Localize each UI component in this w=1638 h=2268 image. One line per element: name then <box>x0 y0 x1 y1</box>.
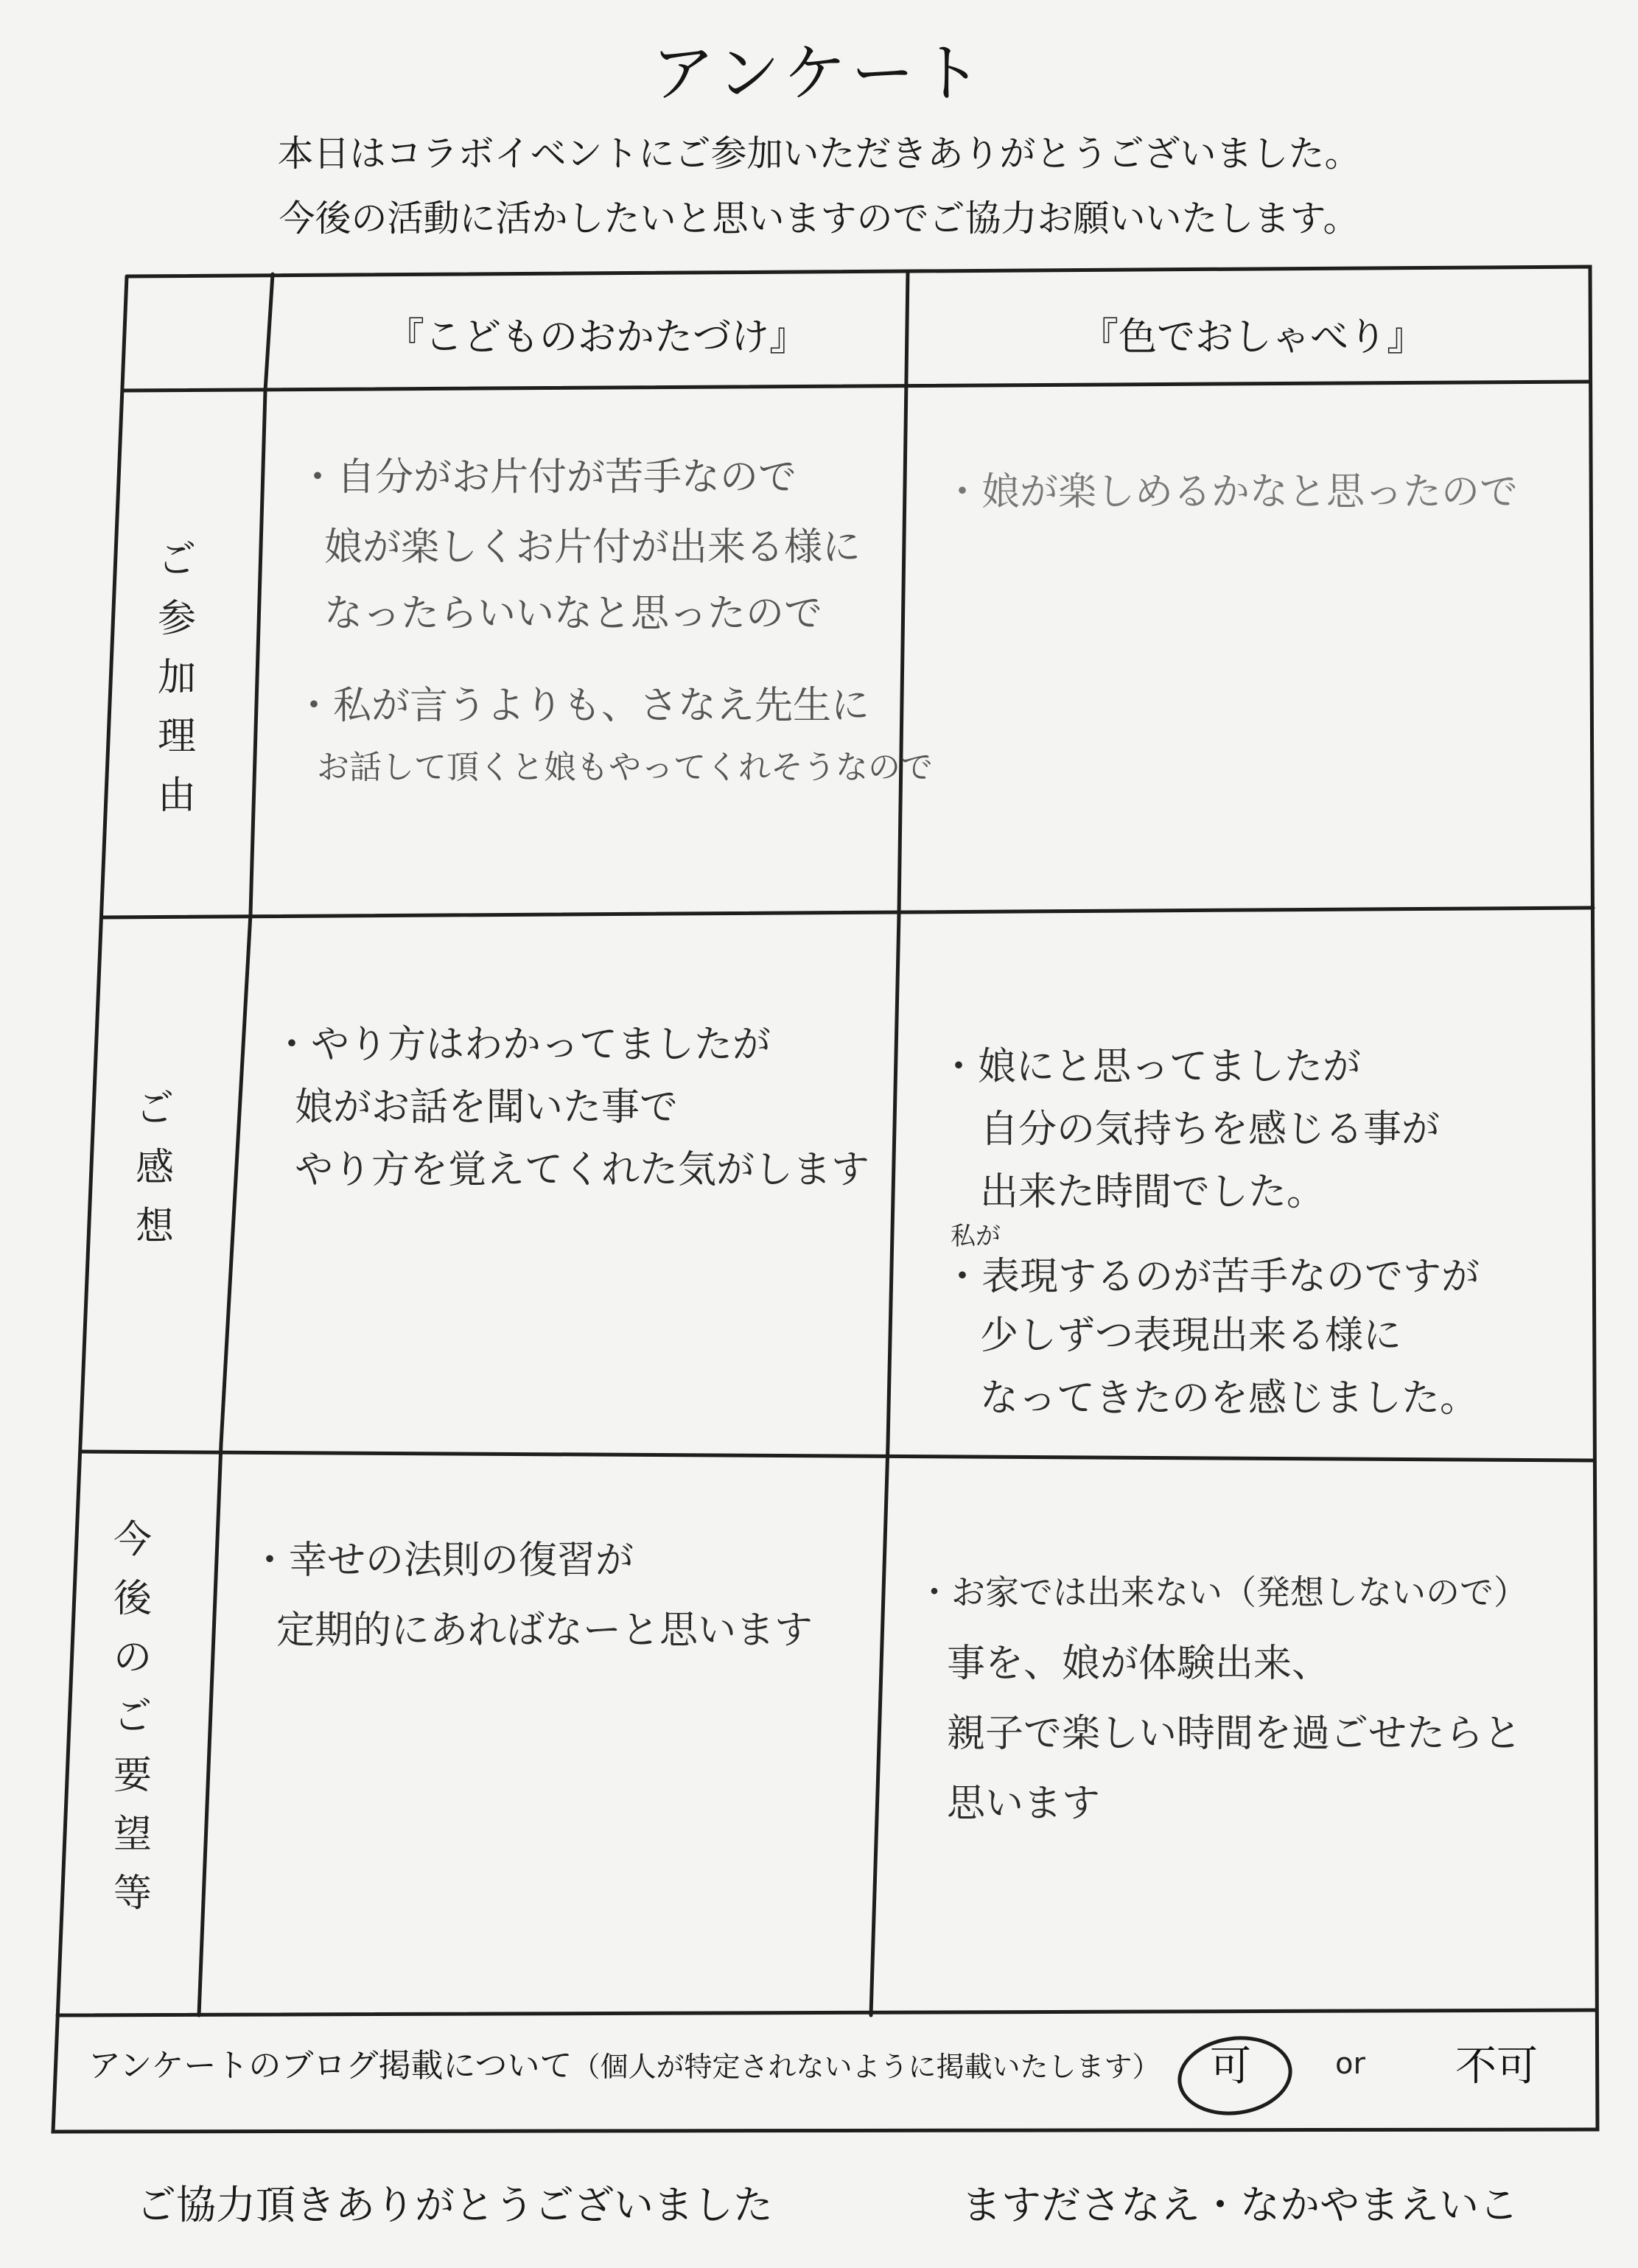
answer-reason-color-line: ・娘が楽しめるかなと思ったので <box>943 470 1519 514</box>
answer-impression-color-line: 少しずつ表現出来る様に <box>980 1314 1402 1358</box>
answer-impression-color-line: なってきたのを感じました。 <box>980 1376 1479 1421</box>
footer-organizer-names: ますださなえ・なかやまえいこ <box>962 2182 1519 2228</box>
row-label-char: 等 <box>113 1872 152 1916</box>
intro-line-2: 今後の活動に活かしたいと思いますのでご協力お願いいたします。 <box>279 197 1359 239</box>
answer-impression-tidying-line: ・やり方はわかってましたが <box>273 1023 771 1067</box>
row-label-reason <box>155 531 199 825</box>
blog-permission-label: アンケートのブログ掲載について <box>88 2047 573 2085</box>
blog-permission-question <box>88 2039 1161 2086</box>
answer-reason-tidying-line: なったらいいなと思ったので <box>324 592 823 636</box>
answer-impression-color-line: 私が <box>951 1222 1001 1251</box>
row-label-char: 参 <box>157 597 196 641</box>
answer-impression-color-line: ・娘にと思ってましたが <box>939 1045 1362 1089</box>
page-title: アンケート <box>651 37 987 111</box>
row-label-char: 要 <box>113 1754 152 1798</box>
row-label-impressions <box>133 1079 177 1256</box>
answer-impression-color-line: 出来た時間でした。 <box>980 1170 1326 1214</box>
row-label-char: 望 <box>113 1813 152 1857</box>
row-label-char: 今 <box>113 1518 152 1562</box>
row-label-char: 想 <box>135 1205 174 1249</box>
column-header-kids-tidying: 『こどものおかたづけ』 <box>385 315 808 360</box>
row-label-char: の <box>113 1636 152 1680</box>
answer-impression-color-line: ・表現するのが苦手なのですが <box>943 1255 1480 1299</box>
answer-reason-tidying-line: 娘が楽しくお片付が出来る様に <box>324 525 861 570</box>
intro-line-1: 本日はコラボイベントにご参加いただきありがとうございました。 <box>277 133 1361 175</box>
row-label-char: 後 <box>113 1577 152 1621</box>
answer-request-tidying-line: ・幸せの法則の復習が <box>251 1539 634 1583</box>
answer-impression-tidying-line: 娘がお話を聞いた事で <box>295 1085 679 1130</box>
row-label-char: ご <box>135 1087 174 1131</box>
row-label-requests <box>111 1511 155 1923</box>
answer-reason-tidying-line: ・私が言うよりも、さなえ先生に <box>295 684 870 728</box>
answer-reason-tidying-line: お話して頂くと娘もやってくれそうなので <box>317 749 933 786</box>
answer-request-color-line: 親子で楽しい時間を過ごせたらと <box>947 1712 1522 1756</box>
answer-reason-tidying-line: ・自分がお片付が苦手なので <box>298 455 797 500</box>
blog-option-yes[interactable]: 可 <box>1210 2043 1251 2090</box>
answer-impression-tidying-line: やり方を覚えてくれた気がします <box>295 1148 870 1192</box>
row-label-char: 感 <box>135 1146 174 1190</box>
answer-request-color-line: 思います <box>947 1782 1101 1826</box>
row-label-char: ご <box>113 1695 152 1739</box>
blog-option-or: or <box>1335 2047 1365 2081</box>
row-label-char: 理 <box>157 715 196 759</box>
column-header-color-chat: 『色でおしゃべり』 <box>1079 315 1425 360</box>
row-label-char: ご <box>157 538 196 582</box>
blog-permission-note: （個人が特定されないように掲載いたします） <box>572 2051 1161 2083</box>
row-label-char: 由 <box>157 774 196 818</box>
answer-request-color-line: ・お家では出来ない（発想しないので） <box>917 1572 1527 1612</box>
answer-impression-color-line: 自分の気持ちを感じる事が <box>980 1107 1441 1152</box>
row-label-char: 加 <box>157 656 196 700</box>
answer-request-color-line: 事を、娘が体験出来、 <box>947 1642 1331 1686</box>
answer-request-tidying-line: 定期的にあればなーと思います <box>276 1609 813 1653</box>
footer-thanks: ご協力頂きありがとうございました <box>136 2182 773 2228</box>
blog-option-no[interactable]: 不可 <box>1455 2043 1538 2090</box>
